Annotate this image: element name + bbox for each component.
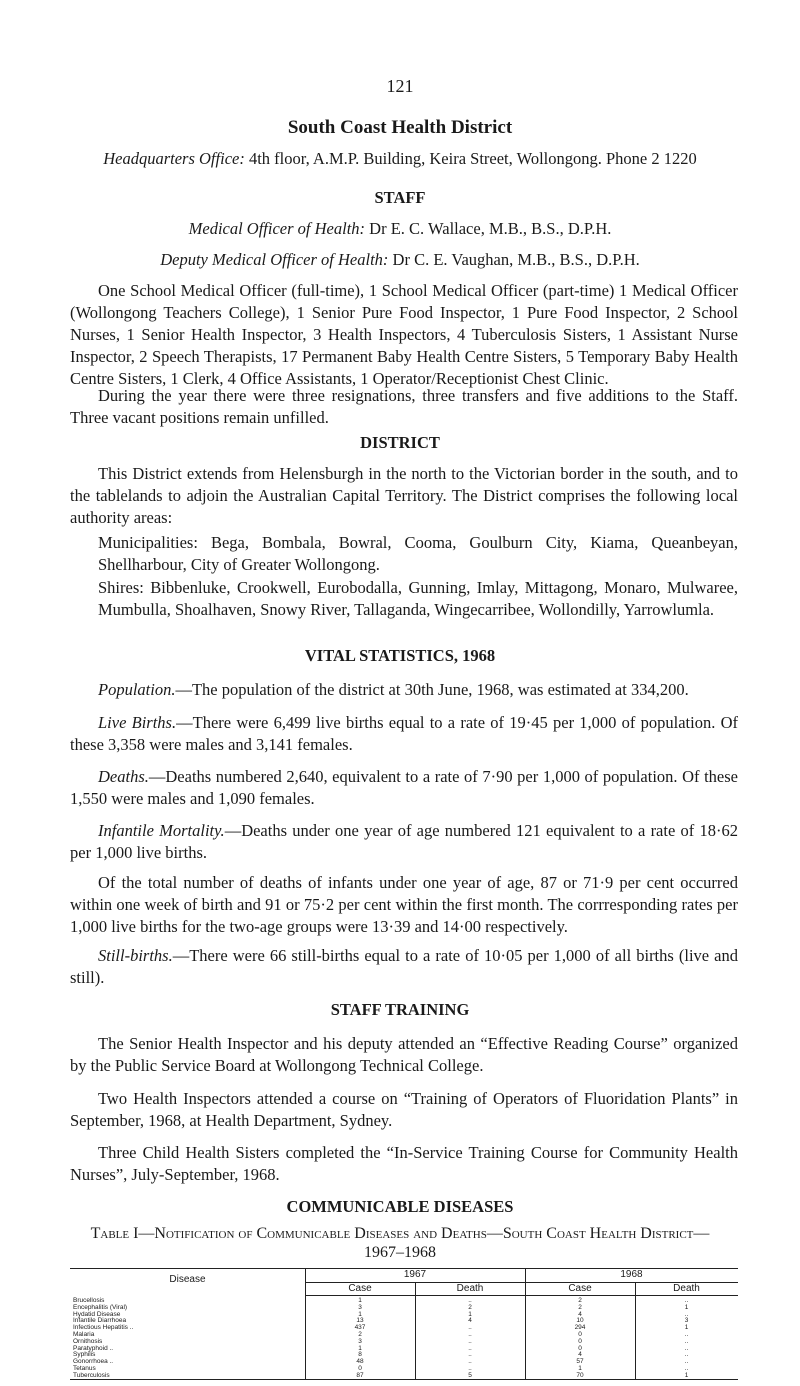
case-1968-value: 1 [578, 1365, 582, 1372]
case-1967-value: 8 [358, 1351, 362, 1359]
municipalities-text: Municipalities: Bega, Bombala, Bowral, Cooma, Goulburn City, Kiama, Queanbeyan, Shellharbour, City of Greater Wollongong. [98, 533, 738, 574]
case-1967-value: 1 [358, 1344, 362, 1352]
death-1967-value: 1 [468, 1310, 472, 1318]
death-1968-value: .. [684, 1331, 689, 1338]
death-1968-value: .. [684, 1310, 689, 1318]
disease-name: Ornithosis [73, 1337, 103, 1345]
staff-heading: STAFF [374, 188, 426, 207]
case-1967-value: 2 [358, 1331, 362, 1338]
dmoh-line [0, 250, 800, 270]
municipalities-paragraph [98, 532, 738, 576]
dmoh-label: Deputy Medical Officer of Health: [160, 250, 389, 269]
case-1967-value: 0 [358, 1365, 362, 1372]
population-paragraph [70, 679, 738, 701]
disease-name: Hydatid Disease [73, 1310, 121, 1318]
live-births-label: Live Births. [98, 713, 177, 732]
vital-statistics-heading: VITAL STATISTICS, 1968 [304, 646, 496, 665]
case-1968-value: 4 [578, 1351, 582, 1359]
year-1968-header: 1968 [620, 1269, 643, 1280]
death-1968-value: .. [684, 1337, 689, 1345]
disease-name: Gonorrhoea .. [73, 1358, 114, 1366]
population-label: Population. [98, 680, 176, 699]
communicable-diseases-table [70, 1268, 738, 1380]
death-1968-value: 1 [684, 1303, 689, 1311]
table-row [70, 1373, 738, 1380]
death-1968-value: .. [684, 1297, 689, 1304]
case-1967-value: 1 [358, 1297, 362, 1304]
infantile-mortality-paragraph [70, 820, 738, 864]
case-1968-value: 70 [576, 1371, 584, 1379]
disease-name: Infantile Diarrhoea [73, 1317, 127, 1325]
deaths-text: —Deaths numbered 2,640, equivalent to a rate of 7·90 per 1,000 of population. Of these 1,550 were males and 1,090 females. [70, 767, 738, 808]
case-1968-value: 2 [578, 1297, 582, 1304]
death-1967-value: .. [468, 1358, 472, 1366]
moh-label: Medical Officer of Health: [188, 219, 366, 238]
case-1967-value: 1 [358, 1310, 362, 1318]
death-1967-value: 2 [468, 1303, 472, 1311]
dmoh-text: Dr C. E. Vaughan, M.B., B.S., D.P.H. [392, 250, 640, 269]
death-1967-value: .. [468, 1331, 472, 1338]
table-row [70, 1318, 738, 1325]
table-row [70, 1346, 738, 1353]
still-births-text: —There were 66 still-births equal to a rate of 10·05 per 1,000 of all births (live and still). [70, 946, 738, 987]
disease-name: Brucellosis [73, 1297, 105, 1304]
infant-detail-paragraph: Of the total number of deaths of infants under one year of age, 87 or 71·9 per cent occurred within one week of birth and 91 or 75·2 per cent within the first month. The corrresponding rates per 1,000 live births for the two-age groups were 13·39 and 14·00 respectively. [70, 873, 738, 936]
death-1968-value: .. [684, 1365, 689, 1372]
shires-paragraph: Shires: Bibbenluke, Crookwell, Eurobodalla, Gunning, Imlay, Mittagong, Monaro, Mulwaree, Mumbulla, Shoalhaven, Snowy River, Tallaganda, Wingecarribee, Wollondilly, Yarrowlumla. [98, 578, 738, 619]
table-row [70, 1332, 738, 1339]
disease-name: Tetanus [73, 1365, 96, 1372]
death-1968-value: 1 [684, 1371, 689, 1379]
death-1968-value: 1 [684, 1324, 689, 1332]
district-paragraph: This District extends from Helensburgh in the north to the Victorian border in the south, and to the tablelands to adjoin the Australian Capital Territory. The District comprises the following local authority areas: [70, 464, 738, 527]
disease-name: Syphilis [73, 1351, 96, 1359]
year-1967-header: 1967 [403, 1269, 427, 1280]
infantile-text: —Deaths under one year of age numbered 121 equivalent to a rate of 18·62 per 1,000 live births. [70, 821, 738, 862]
staff-list-paragraph: One School Medical Officer (full-time), 1 School Medical Officer (part-time) 1 Medical Officer (Wollongong Teachers College), 1 Senior Pure Food Inspector, 1 Pure Food Inspector, 2 School Nurses, 1 Senior Health Inspector, 3 Health Inspectors, 4 Tuberculosis Sisters, 1 Assistant Nurse Inspector, 2 Speech Therapists, 17 Permanent Baby Health Centre Sisters, 5 Temporary Baby Health Centre Sisters, 1 Clerk, 4 Office Assistants, 1 Operator/Receptionist Chest Clinic. [70, 281, 738, 388]
moh-line [0, 219, 800, 239]
population-text: —The population of the district at 30th June, 1968, was estimated at 334,200. [175, 680, 689, 699]
death-1968-value: .. [684, 1358, 689, 1366]
death-1967-value: .. [468, 1351, 472, 1359]
table-row [70, 1312, 738, 1319]
death-1968-header: Death [673, 1283, 700, 1294]
death-1967-header: Death [456, 1283, 484, 1294]
still-births-paragraph [70, 945, 738, 989]
live-births-text: —There were 6,499 live births equal to a rate of 19·45 per 1,000 of population. Of these 3,358 were males and 3,141 females. [70, 713, 738, 754]
case-1968-value: 0 [578, 1337, 582, 1345]
table-row [70, 1339, 738, 1346]
communicable-diseases-heading: COMMUNICABLE DISEASES [286, 1197, 514, 1216]
still-births-label: Still-births. [98, 946, 173, 965]
staff-changes-paragraph: During the year there were three resignations, three transfers and five additions to the Staff. Three vacant positions remain unfilled. [70, 386, 738, 427]
death-1967-value: 4 [468, 1317, 472, 1325]
death-1967-value: .. [468, 1337, 472, 1345]
deaths-label: Deaths. [98, 767, 149, 786]
table-caption-line-2: 1967–1968 [364, 1244, 436, 1261]
disease-name: Tuberculosis [73, 1371, 110, 1379]
death-1967-value: .. [468, 1344, 472, 1352]
moh-text: Dr E. C. Wallace, M.B., B.S., D.P.H. [369, 219, 612, 238]
deaths-paragraph [70, 766, 738, 810]
case-1967-value: 3 [358, 1303, 362, 1311]
case-1968-value: 10 [576, 1317, 584, 1325]
headquarters-label: Headquarters Office: [103, 149, 245, 168]
case-1968-value: 57 [576, 1358, 584, 1366]
training-paragraph-2: Two Health Inspectors attended a course on “Training of Operators of Fluoridation Plants” in September, 1968, at Health Department, Sydney. [70, 1089, 738, 1130]
training-paragraph-3: Three Child Health Sisters completed the “In-Service Training Course for Community Health Nurses”, July-September, 1968. [70, 1143, 738, 1184]
disease-name: Encephalitis (Viral) [73, 1303, 128, 1311]
district-heading: DISTRICT [360, 433, 440, 452]
case-1967-value: 87 [356, 1371, 364, 1379]
death-1967-value: .. [468, 1365, 472, 1372]
headquarters-text: 4th floor, A.M.P. Building, Keira Street, Wollongong. Phone 2 1220 [248, 149, 697, 168]
death-1968-value: .. [684, 1351, 689, 1359]
headquarters-line [0, 149, 800, 169]
table-row [70, 1366, 738, 1373]
death-1968-value: 3 [684, 1317, 689, 1325]
training-paragraph-1: The Senior Health Inspector and his deputy attended an “Effective Reading Course” organized by the Public Service Board at Wollongong Technical College. [70, 1034, 738, 1075]
page-number: 121 [386, 76, 414, 96]
table-row [70, 1352, 738, 1359]
case-1967-value: 3 [358, 1337, 362, 1345]
case-1968-header: Case [568, 1283, 592, 1294]
case-1968-value: 0 [578, 1331, 582, 1338]
case-1968-value: 2 [578, 1303, 582, 1311]
case-1968-value: 0 [578, 1344, 582, 1352]
case-1967-value: 48 [356, 1358, 364, 1366]
table-caption-line-1: Table I—Notification of Communicable Diseases and Deaths—South Coast Health District— [90, 1225, 710, 1242]
case-1967-value: 437 [354, 1324, 366, 1332]
death-1967-value: .. [468, 1324, 472, 1332]
disease-name: Paratyphoid .. [73, 1344, 114, 1352]
death-1967-value: 5 [468, 1371, 472, 1379]
table-row [70, 1305, 738, 1312]
case-1968-value: 4 [578, 1310, 582, 1318]
case-1967-header: Case [348, 1283, 372, 1294]
death-1968-value: .. [684, 1344, 689, 1352]
table-row [70, 1298, 738, 1305]
staff-training-heading: STAFF TRAINING [330, 1000, 470, 1019]
death-1967-value: .. [468, 1297, 472, 1304]
disease-column-header: Disease [169, 1274, 206, 1285]
table-row [70, 1359, 738, 1366]
case-1968-value: 294 [574, 1324, 586, 1332]
infantile-label: Infantile Mortality. [98, 821, 225, 840]
district-title: South Coast Health District [287, 117, 513, 138]
live-births-paragraph [70, 712, 738, 756]
table-row [70, 1325, 738, 1332]
case-1967-value: 13 [356, 1317, 364, 1325]
disease-name: Infectious Hepatitis .. [73, 1324, 134, 1332]
disease-name: Malaria [73, 1331, 95, 1338]
